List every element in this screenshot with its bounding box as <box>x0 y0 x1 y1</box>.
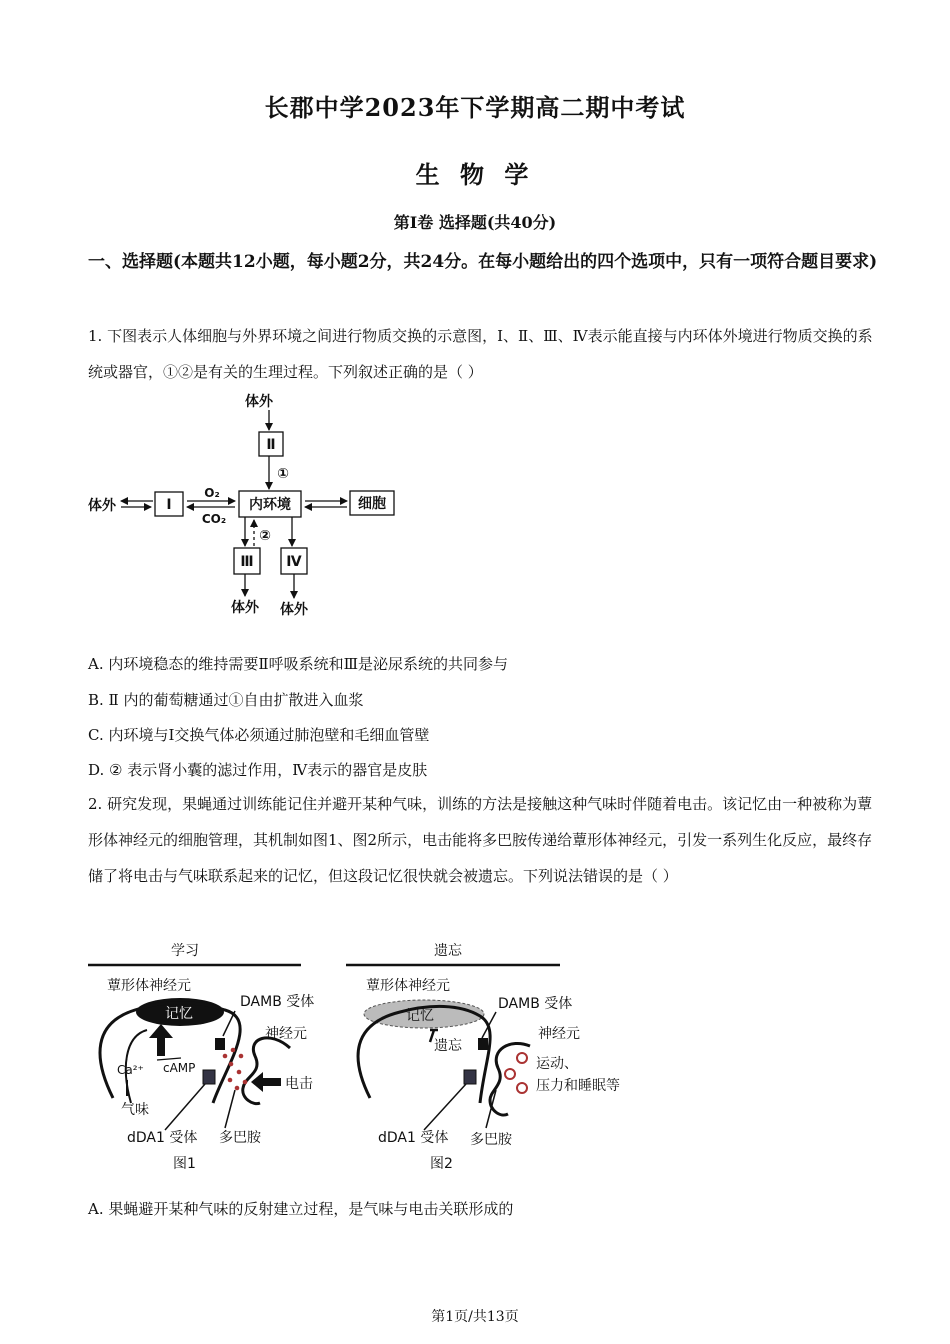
fig2-dda1-label: dDA1 受体 <box>378 1130 449 1146</box>
box-III-label: Ⅲ <box>240 554 254 570</box>
fig2-damb-receptor <box>478 1038 488 1050</box>
fig2-dda1-receptor <box>464 1070 476 1084</box>
page-footer: 第1页/共13页 <box>431 1309 519 1325</box>
q1-option-a: A. 内环境稳态的维持需要Ⅱ呼吸系统和Ⅲ是泌尿系统的共同参与 <box>88 655 509 673</box>
internal-environment-label: 内环境 <box>249 497 291 513</box>
fig2-factors-line2: 压力和睡眠等 <box>536 1078 620 1094</box>
box-I-label: Ⅰ <box>166 497 172 513</box>
fig1-damb-pointer <box>223 1011 235 1036</box>
section-heading: 一、选择题(本题共12小题，每小题2分，共24分。在每小题给出的四个选项中，只有一项符合题目要求) <box>88 252 878 272</box>
fig1-nerve-label: 神经元 <box>265 1026 307 1042</box>
fig1-ca-label: Ca²⁺ <box>117 1063 144 1077</box>
fig1-presynaptic-neuron <box>243 1038 290 1104</box>
fig1-neuron-label: 蕈形体神经元 <box>107 978 191 994</box>
q1-option-d: D. ② 表示肾小囊的滤过作用，Ⅳ表示的器官是皮肤 <box>88 761 428 779</box>
fig1-camp-label: cAMP <box>163 1061 196 1075</box>
fig2-neuron-label: 蕈形体神经元 <box>366 978 450 994</box>
fig2-dda1-pointer <box>424 1084 466 1130</box>
fig1-camp-to-ca-arrow <box>157 1058 181 1060</box>
q1-option-b: B. Ⅱ 内的葡萄糖通过①自由扩散进入血浆 <box>88 691 364 709</box>
fig2-heading: 遗忘 <box>434 943 462 959</box>
fig1-dopamine-pointer <box>225 1090 235 1128</box>
fig1-damb-receptor <box>215 1038 225 1050</box>
fig1-dda1-label: dDA1 受体 <box>127 1130 198 1146</box>
fig2-dopamine-label: 多巴胺 <box>470 1132 512 1148</box>
fig1-caption: 图1 <box>173 1156 196 1172</box>
fig1-shock-label: 电击 <box>285 1076 313 1092</box>
q2-stem: 2. 研究发现，果蝇通过训练能记住并避开某种气味，训练的方法是接触这种气味时伴随着电击。该记忆由一种被称为蕈形体神经元的细胞管理，其机制如图1、图2所示，电击能将多巴胺传递给蕈形体神经元，引发一系列生化反应，最终存储了将电击与气味联系起来的记忆，但这段记忆很快就会被遗忘。下列说法错误的是（ ） <box>88 795 873 885</box>
step1-label: ① <box>277 466 289 482</box>
fig1-damb-label: DAMB 受体 <box>240 994 315 1010</box>
fig1-memory-label: 记忆 <box>165 1006 193 1022</box>
box-II-label: Ⅱ <box>266 437 276 453</box>
fig1-up-arrow-icon <box>149 1024 173 1056</box>
fig2-damb-label: DAMB 受体 <box>498 996 573 1012</box>
outside-box3-label: 体外 <box>231 600 259 616</box>
exam-title: 长郡中学2023年下学期高二期中考试 <box>264 93 686 122</box>
step2-label: ② <box>259 528 271 544</box>
fig1-dda1-receptor <box>203 1070 215 1084</box>
part-title: 第Ⅰ卷 选择题(共40分) <box>393 213 557 232</box>
outside-box4-label: 体外 <box>280 602 308 618</box>
q1-diagram <box>85 388 415 623</box>
fig1-dda1-pointer <box>165 1084 205 1130</box>
fig2-nerve-label: 神经元 <box>538 1026 580 1042</box>
fig2-memory-label: 记忆 <box>406 1008 434 1024</box>
outside-left-label: 体外 <box>88 498 116 514</box>
box-IV-label: Ⅳ <box>286 554 302 570</box>
fig1-odor-label: 气味 <box>121 1102 149 1118</box>
q2-figure-2 <box>340 938 660 1178</box>
fig2-caption: 图2 <box>430 1156 453 1172</box>
q2-figure-1 <box>85 938 320 1178</box>
q2-option-a: A. 果蝇避开某种气味的反射建立过程，是气味与电击关联形成的 <box>88 1200 514 1218</box>
fig1-shock-arrow-icon <box>251 1072 281 1092</box>
q1-option-c: C. 内环境与Ⅰ交换气体必须通过肺泡壁和毛细血管壁 <box>88 726 430 744</box>
fig2-factors-line1: 运动、 <box>536 1056 578 1072</box>
fig1-heading: 学习 <box>171 943 199 959</box>
fig2-forget-label: 遗忘 <box>434 1038 462 1054</box>
co2-label: CO₂ <box>201 512 227 526</box>
fig1-dopamine-label: 多巴胺 <box>219 1130 261 1146</box>
subject-title: 生 物 学 <box>415 160 535 189</box>
fig2-vesicles <box>505 1053 527 1093</box>
cell-label: 细胞 <box>358 496 386 512</box>
outside-top-label: 体外 <box>245 394 273 410</box>
o2-label: O₂ <box>204 486 220 500</box>
q1-stem: 1. 下图表示人体细胞与外界环境之间进行物质交换的示意图，Ⅰ、Ⅱ、Ⅲ、Ⅳ表示能直接与内环体外境进行物质交换的系统或器官，①②是有关的生理过程。下列叙述正确的是（ ） <box>88 327 873 381</box>
